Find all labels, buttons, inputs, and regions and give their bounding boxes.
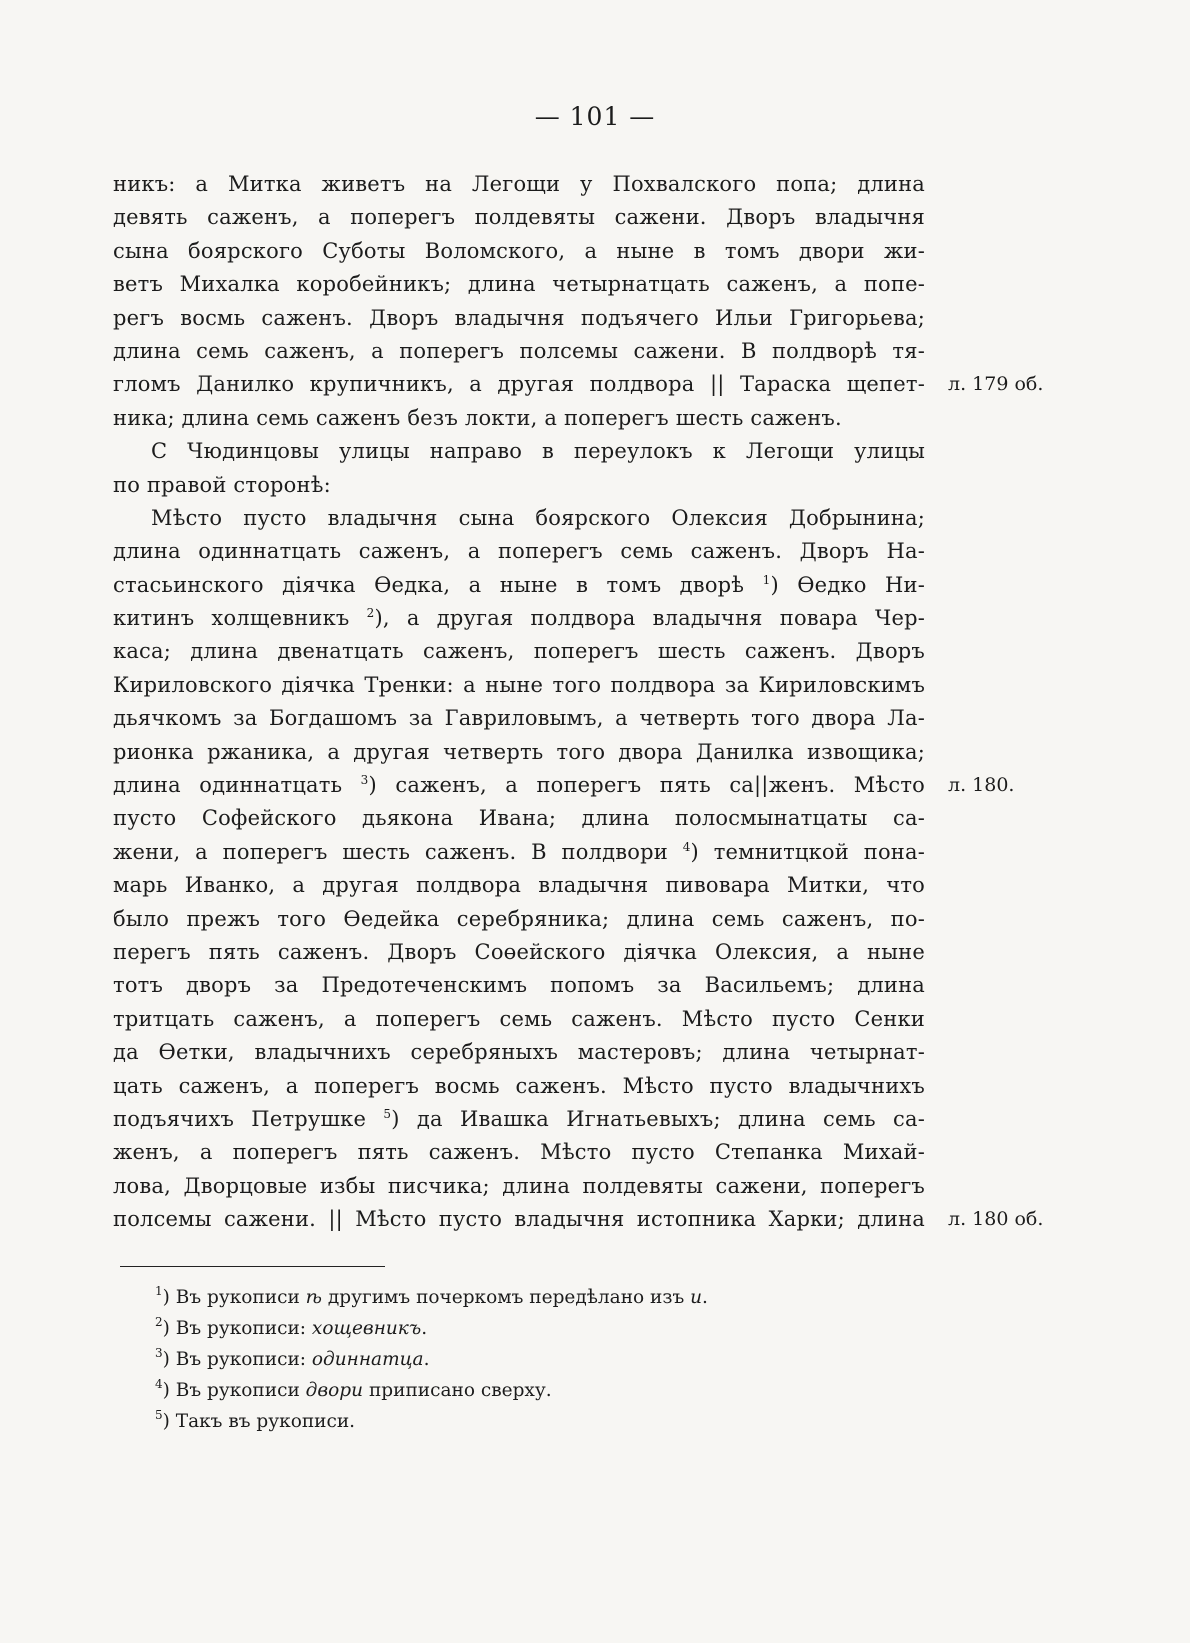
text-run: сына боярского Суботы Воломского, а ныне в томъ двори жи- — [113, 238, 925, 263]
text-run: Въ рукописи: — [175, 1349, 312, 1370]
text-line — [113, 402, 925, 435]
text-run: . — [423, 1349, 430, 1370]
text-run: длина одиннатцать саженъ, а поперегъ семь саженъ. Дворъ На- — [113, 539, 925, 564]
text-line — [113, 736, 925, 769]
body-text — [113, 168, 925, 1237]
text-line — [113, 235, 925, 268]
text-line — [113, 435, 925, 468]
text-run: пусто Софейского дьякона Ивана; длина полосмынатцаты са- — [113, 806, 925, 831]
text-run: длина одиннатцать — [113, 773, 361, 798]
footnote-paren: ) — [162, 1411, 176, 1432]
text-run: гломъ Данилко крупичникъ, а другая полдвора || Тараска щепет- — [113, 372, 925, 397]
footnote — [155, 1282, 708, 1313]
text-run: китинъ холщевникъ — [113, 606, 367, 631]
text-run: ) саженъ, а поперегъ пять са||женъ. Мѣсто — [368, 773, 925, 798]
text-line — [113, 1136, 925, 1169]
footnote-rule — [120, 1266, 385, 1267]
footnote-number: 2 — [155, 1315, 163, 1329]
text-run: С Чюдинцовы улицы направо в переулокъ к Легощи улицы — [151, 439, 925, 464]
text-run: Въ рукописи — [175, 1380, 306, 1401]
text-line — [113, 201, 925, 234]
italic-text: двори — [305, 1380, 364, 1401]
text-line — [113, 302, 925, 335]
text-line — [113, 335, 925, 368]
text-run: Мѣсто пусто владычня сына боярского Олексия Добрынина; — [151, 505, 925, 530]
text-run: стасьинского діячка Өедка, а ныне в томъ дворѣ — [113, 572, 763, 597]
text-run: было прежъ того Өедейка серебряника; длина семь саженъ, по- — [113, 906, 925, 931]
text-line — [113, 903, 925, 936]
text-run: ), а другая полдвора владычня повара Чер- — [374, 606, 926, 631]
italic-text: одиннатца — [311, 1349, 424, 1370]
footnote-number: 1 — [155, 1284, 163, 1298]
text-line — [113, 635, 925, 668]
text-run: ) Өедко Ни- — [770, 572, 925, 597]
text-line — [113, 368, 925, 401]
text-run: полсемы сажени. || Мѣсто пусто владычня истопника Харки; длина — [113, 1207, 925, 1232]
text-line — [113, 769, 925, 802]
text-run: каса; длина двенатцать саженъ, поперегъ шесть саженъ. Дворъ — [113, 639, 925, 664]
folio-margin-note: л. 180 об. — [948, 1208, 1044, 1231]
footnote-paren: ) — [162, 1380, 176, 1401]
text-line — [113, 469, 925, 502]
text-run: . — [421, 1318, 428, 1339]
folio-margin-note: л. 179 об. — [948, 373, 1044, 396]
text-run: ветъ Михалка коробейникъ; длина четырнатцать саженъ, а попе- — [113, 272, 925, 297]
text-line — [113, 535, 925, 568]
text-run: марь Иванко, а другая полдвора владычня пивовара Митки, что — [113, 873, 925, 898]
text-run: тотъ дворъ за Предотеченскимъ попомъ за Васильемъ; длина — [113, 973, 925, 998]
text-run: никъ: а Митка живетъ на Легощи у Похвалского попа; длина — [113, 172, 925, 196]
page-number: — 101 — — [534, 102, 656, 131]
footnote-ref: 5 — [383, 1106, 392, 1121]
text-run: да Өетки, владычнихъ серебряныхъ мастеровъ; длина четырнат- — [113, 1040, 925, 1065]
text-run: длина семь саженъ, а поперегъ полсемы сажени. В полдворѣ тя- — [113, 338, 925, 363]
italic-text: и — [690, 1287, 703, 1308]
footnote — [155, 1406, 708, 1437]
text-run: Въ рукописи — [175, 1287, 306, 1308]
text-line — [113, 502, 925, 535]
text-run: рионка ржаника, а другая четверть того двора Данилка извощика; — [113, 739, 925, 764]
text-run: регъ восмь саженъ. Дворъ владычня подъячего Ильи Григорьева; — [113, 305, 925, 330]
text-run: лова, Дворцовые избы писчика; длина полдевяты сажени, поперегъ — [113, 1173, 925, 1198]
text-run: женъ, а поперегъ пять саженъ. Мѣсто пусто Степанка Михай- — [113, 1140, 925, 1165]
text-line — [113, 802, 925, 835]
text-line — [113, 969, 925, 1002]
text-run: ника; длина семь саженъ безъ локти, а поперегъ шесть саженъ. — [113, 405, 842, 430]
footnote-ref: 2 — [366, 606, 375, 621]
text-run: цать саженъ, а поперегъ восмь саженъ. Мѣсто пусто владычнихъ — [113, 1073, 925, 1098]
text-run: жени, а поперегъ шесть саженъ. В полдвори — [113, 839, 683, 864]
text-line — [113, 569, 925, 602]
text-run: ) темнитцкой пона- — [690, 839, 925, 864]
text-line — [113, 836, 925, 869]
text-line — [113, 669, 925, 702]
text-line — [113, 602, 925, 635]
footnotes — [155, 1282, 708, 1437]
text-line — [113, 869, 925, 902]
footnote-ref: 4 — [682, 839, 691, 854]
text-line — [113, 936, 925, 969]
text-line — [113, 702, 925, 735]
text-line — [113, 1003, 925, 1036]
footnote-number: 5 — [155, 1408, 163, 1422]
text-run: подъячихъ Петрушке — [113, 1106, 384, 1131]
text-run: тритцать саженъ, а поперегъ семь саженъ. Мѣсто пусто Сенки — [113, 1006, 925, 1031]
text-line — [113, 268, 925, 301]
footnote-ref: 1 — [762, 572, 771, 587]
footnote-paren: ) — [162, 1318, 176, 1339]
footnote-paren: ) — [162, 1349, 176, 1370]
footnote — [155, 1313, 708, 1344]
text-run: по правой сторонѣ: — [113, 472, 331, 497]
footnote — [155, 1375, 708, 1406]
text-run: дьячкомъ за Богдашомъ за Гавриловымъ, а четверть того двора Ла- — [113, 706, 925, 731]
text-line — [113, 1203, 925, 1236]
text-line — [113, 1070, 925, 1103]
text-line — [113, 168, 925, 201]
italic-text: ѣ — [305, 1287, 322, 1308]
text-run: . — [702, 1287, 708, 1308]
footnote-paren: ) — [162, 1287, 176, 1308]
text-run: Въ рукописи: — [175, 1318, 312, 1339]
footnote-number: 3 — [155, 1346, 163, 1360]
folio-margin-note: л. 180. — [948, 774, 1015, 797]
text-line — [113, 1170, 925, 1203]
text-line — [113, 1103, 925, 1136]
text-run: ) да Ивашка Игнатьевыхъ; длина семь са- — [391, 1106, 925, 1131]
text-run: приписано сверху. — [363, 1380, 552, 1401]
text-run: перегъ пять саженъ. Дворъ Соөейского діячка Олексия, а ныне — [113, 939, 925, 964]
text-run: другимъ почеркомъ передѣлано изъ — [322, 1287, 691, 1308]
text-line — [113, 1036, 925, 1069]
text-run: девять саженъ, а поперегъ полдевяты сажени. Дворъ владычня — [113, 205, 925, 230]
footnote-ref: 3 — [360, 773, 369, 788]
footnote — [155, 1344, 708, 1375]
footnote-number: 4 — [155, 1377, 163, 1391]
text-run: Такъ въ рукописи. — [175, 1411, 356, 1432]
italic-text: хощевникъ — [311, 1318, 422, 1339]
text-run: Кириловского діячка Тренки: а ныне того полдвора за Кириловскимъ — [113, 672, 925, 697]
